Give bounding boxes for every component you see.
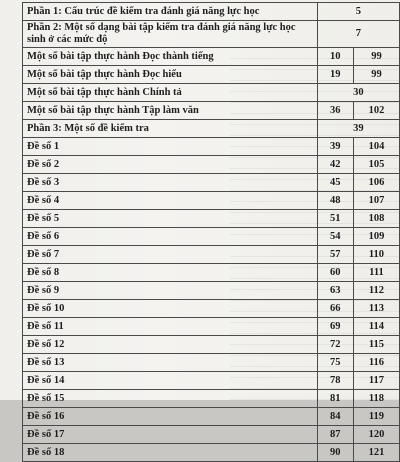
question-page: 87	[317, 426, 353, 444]
answer-page: 117	[353, 372, 399, 390]
answer-page: 118	[353, 390, 399, 408]
answer-page: 99	[353, 66, 399, 84]
question-page: 10	[317, 48, 353, 66]
toc-row	[23, 372, 400, 390]
toc-row	[23, 336, 400, 354]
toc-page: 39	[317, 120, 399, 138]
answer-page: 114	[353, 318, 399, 336]
answer-page: 105	[353, 156, 399, 174]
answer-page: 112	[353, 282, 399, 300]
toc-row	[23, 408, 400, 426]
question-page: 69	[317, 318, 353, 336]
toc-title: Đề số 15	[23, 390, 318, 408]
toc-title: Đề số 4	[23, 192, 318, 210]
question-page: 78	[317, 372, 353, 390]
question-page: 90	[317, 444, 353, 462]
question-page: 81	[317, 390, 353, 408]
question-page: 84	[317, 408, 353, 426]
toc-row	[23, 210, 400, 228]
toc-title: Đề số 9	[23, 282, 318, 300]
toc-title: Một số bài tập thực hành Đọc thành tiếng	[23, 48, 318, 66]
toc-row	[23, 48, 400, 66]
answer-page: 108	[353, 210, 399, 228]
question-page: 75	[317, 354, 353, 372]
toc-row	[23, 21, 400, 48]
toc-title: Một số bài tập thực hành Chính tả	[23, 84, 318, 102]
toc-row	[23, 102, 400, 120]
question-page: 66	[317, 300, 353, 318]
toc-row	[23, 354, 400, 372]
toc-title: Đề số 16	[23, 408, 318, 426]
toc-title: Đề số 6	[23, 228, 318, 246]
toc-row	[23, 156, 400, 174]
question-page: 72	[317, 336, 353, 354]
question-page: 51	[317, 210, 353, 228]
answer-page: 116	[353, 354, 399, 372]
toc-row	[23, 138, 400, 156]
question-page: 45	[317, 174, 353, 192]
toc-row	[23, 228, 400, 246]
toc-title: Đề số 18	[23, 444, 318, 462]
answer-page: 104	[353, 138, 399, 156]
answer-page: 121	[353, 444, 399, 462]
answer-page: 106	[353, 174, 399, 192]
toc-row	[23, 192, 400, 210]
answer-page: 99	[353, 48, 399, 66]
answer-page: 102	[353, 102, 399, 120]
toc-title: Đề số 17	[23, 426, 318, 444]
toc-title: Đề số 11	[23, 318, 318, 336]
question-page: 63	[317, 282, 353, 300]
answer-page: 113	[353, 300, 399, 318]
toc-row	[23, 264, 400, 282]
toc-title: Đề số 13	[23, 354, 318, 372]
toc-title: Đề số 2	[23, 156, 318, 174]
toc-title: Đề số 10	[23, 300, 318, 318]
question-page: 39	[317, 138, 353, 156]
toc-row	[23, 174, 400, 192]
question-page: 57	[317, 246, 353, 264]
question-page: 42	[317, 156, 353, 174]
toc-row	[23, 66, 400, 84]
toc-row	[23, 282, 400, 300]
question-page: 48	[317, 192, 353, 210]
toc-title: Đề số 1	[23, 138, 318, 156]
toc-row	[23, 318, 400, 336]
toc-page: 5	[317, 3, 399, 21]
question-page: 60	[317, 264, 353, 282]
toc-title: Đề số 8	[23, 264, 318, 282]
toc-row	[23, 3, 400, 21]
toc-title: Một số bài tập thực hành Đọc hiểu	[23, 66, 318, 84]
toc-title: Đề số 5	[23, 210, 318, 228]
toc-row	[23, 84, 400, 102]
toc-title: Đề số 12	[23, 336, 318, 354]
toc-title: Phần 1: Cấu trúc đề kiểm tra đánh giá năng lực học	[23, 3, 318, 21]
answer-page: 107	[353, 192, 399, 210]
answer-page: 120	[353, 426, 399, 444]
toc-row	[23, 246, 400, 264]
table-of-contents	[22, 2, 400, 462]
toc-page: 30	[317, 84, 399, 102]
toc-title: Phần 3: Một số đề kiểm tra	[23, 120, 318, 138]
toc-row	[23, 390, 400, 408]
answer-page: 110	[353, 246, 399, 264]
toc-title: Đề số 7	[23, 246, 318, 264]
question-page: 19	[317, 66, 353, 84]
answer-page: 111	[353, 264, 399, 282]
answer-page: 109	[353, 228, 399, 246]
toc-row	[23, 120, 400, 138]
toc-title: Một số bài tập thực hành Tập làm văn	[23, 102, 318, 120]
answer-page: 115	[353, 336, 399, 354]
question-page: 54	[317, 228, 353, 246]
toc-page: 7	[317, 21, 399, 48]
toc-title: Phần 2: Một số dạng bài tập kiểm tra đánh giá năng lực học sinh ở các mức độ	[23, 21, 318, 48]
answer-page: 119	[353, 408, 399, 426]
toc-row	[23, 444, 400, 462]
question-page: 36	[317, 102, 353, 120]
toc-row	[23, 426, 400, 444]
toc-title: Đề số 14	[23, 372, 318, 390]
toc-row	[23, 300, 400, 318]
toc-title: Đề số 3	[23, 174, 318, 192]
